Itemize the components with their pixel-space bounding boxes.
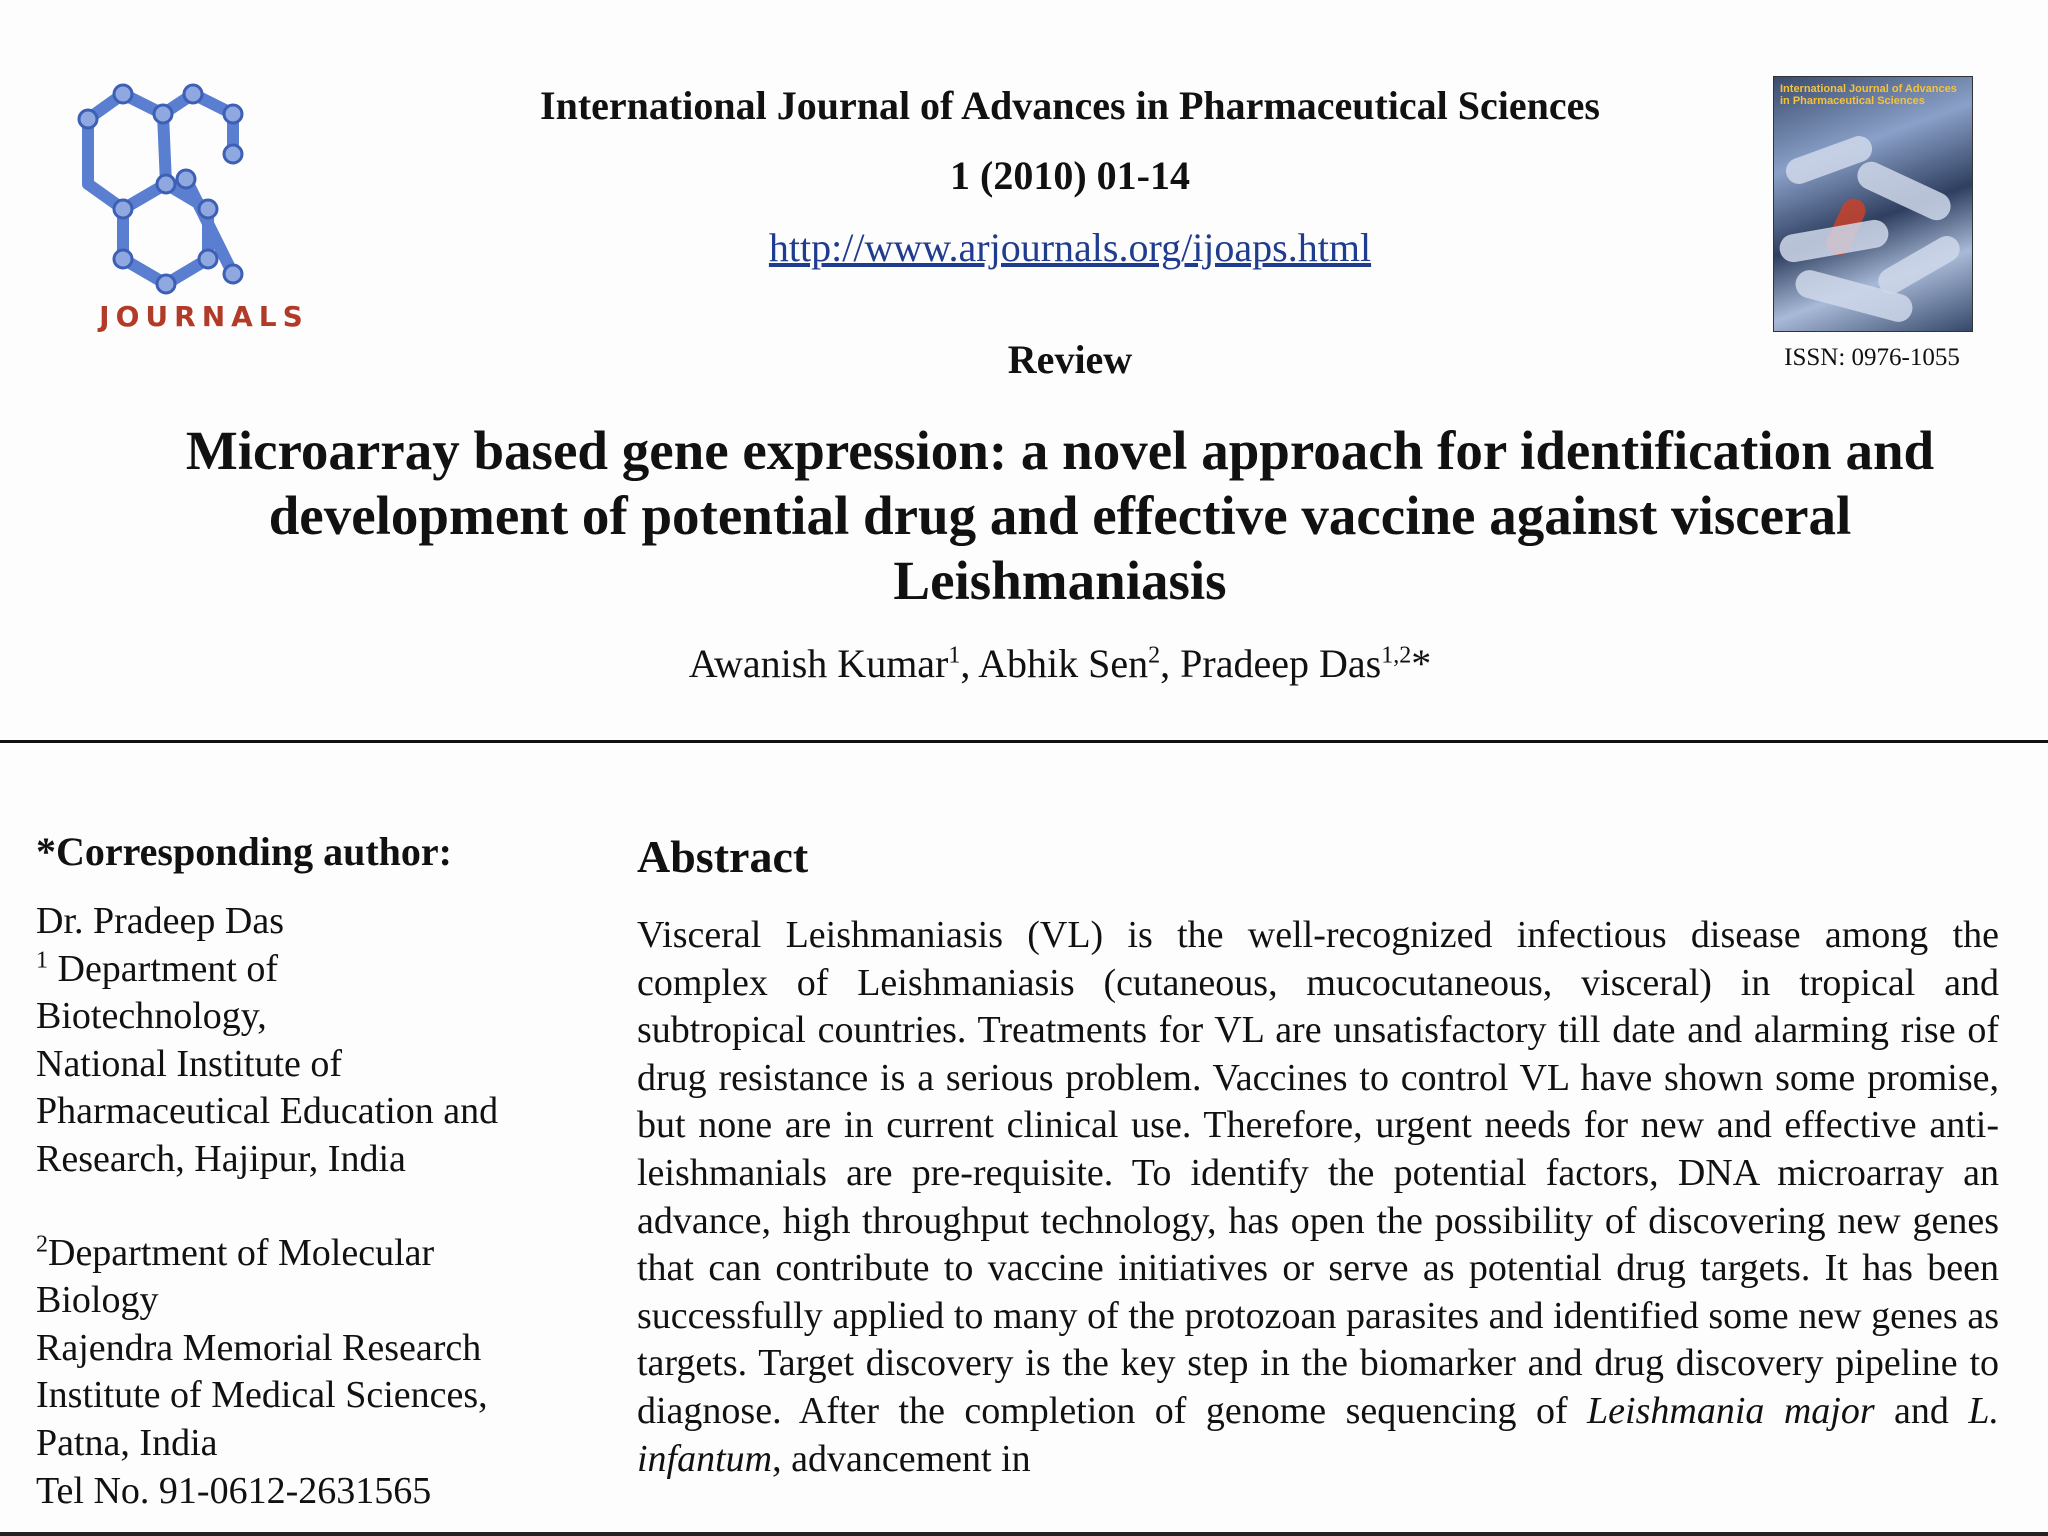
affiliation-line: Pharmaceutical Education and <box>36 1090 499 1133</box>
affiliation-line: Rajendra Memorial Research <box>36 1326 482 1369</box>
species-name: L. infantum <box>637 1389 1999 1480</box>
page-bottom-edge <box>0 1532 2048 1536</box>
affiliation-sup: 2 <box>36 1230 48 1257</box>
author-name: Abhik Sen <box>978 641 1149 686</box>
journal-issue: 1 (2010) 01-14 <box>950 153 1190 198</box>
affiliation-line: National Institute of <box>36 1042 343 1085</box>
affiliation-line: $^1$ Department of <box>36 946 279 990</box>
author-affiliation-sup: 1 <box>948 642 961 669</box>
affiliation-line: Biology <box>36 1279 159 1322</box>
paper-title: Microarray based gene expression: a novel approach for identification and development of potential drug and effective vaccine against visceral Leishmaniasis <box>185 420 1935 611</box>
corresponding-author-details <box>36 898 596 1515</box>
abstract-text: Visceral Leishmaniasis (VL) is the well-recognized infectious disease among the complex of Leishmaniasis (cutaneous, mucocutaneous, visceral) in tropical and subtropical countries. Treatments for VL are unsatisfactory till date and alarming rise of drug resistance is a serious problem. Vaccines to control VL have shown some promise, but none are in current clinical use. Therefore, urgent needs for new and effective anti-leishmanials are pre-requisite. To identify the potential factors, DNA microarray an advance, high throughput technology, has open the possibility of discovering new genes that can contribute to vaccine initiatives or serve as potential drug targets. It has been successfully applied to many of the protozoan parasites and identified some new genes as targets. Target discovery is the key step in the biomarker and drug discovery pipeline to diagnose. After the completion of genome sequencing of Leishmania major and L. infantum, advancement in <box>637 914 1999 1480</box>
affiliation-line: $^2$Department of Molecular <box>36 1230 435 1274</box>
journal-logo <box>68 74 340 336</box>
abstract-heading: Abstract <box>637 831 809 882</box>
author-affiliation-sup: 1,2 <box>1381 642 1412 669</box>
species-name: Leishmania major <box>1587 1389 1875 1432</box>
affiliation-line: Biotechnology, <box>36 995 267 1038</box>
article-type: Review <box>1007 337 1133 382</box>
author-list: Awanish Kumar$^1$, Abhik Sen$^2$, Pradeep Das$^{1,2}$* <box>688 641 1432 686</box>
affiliation-sup: 1 <box>36 946 48 973</box>
affiliation-line: Research, Hajipur, India <box>36 1137 406 1180</box>
journal-cover-image <box>1773 76 1973 332</box>
journal-name: International Journal of Advances in Pharmaceutical Sciences <box>540 83 1600 128</box>
cover-title: International Journal of Advances in Pharmaceutical Sciences <box>1780 83 1957 107</box>
section-divider <box>0 740 2048 743</box>
ar-molecule-logo-icon <box>68 74 340 336</box>
author-name: Pradeep Das <box>1180 641 1382 686</box>
corresponding-author-heading: *Corresponding author: <box>36 829 452 874</box>
telephone: Tel No. 91-0612-2631565 <box>36 1469 432 1512</box>
issn: ISSN: 0976-1055 <box>1784 344 1960 371</box>
logo-wordmark: JOURNALS <box>99 300 309 333</box>
author-affiliation-sup: 2 <box>1148 642 1161 669</box>
corresponding-mark: * <box>1411 641 1432 686</box>
author-name: Awanish Kumar <box>688 641 949 686</box>
affiliation-line: Patna, India <box>36 1421 218 1464</box>
affiliation-line: Institute of Medical Sciences, <box>36 1374 488 1417</box>
corresponding-author-name: Dr. Pradeep Das <box>36 900 284 942</box>
journal-url-link[interactable]: http://www.arjournals.org/ijoaps.html <box>768 225 1372 270</box>
